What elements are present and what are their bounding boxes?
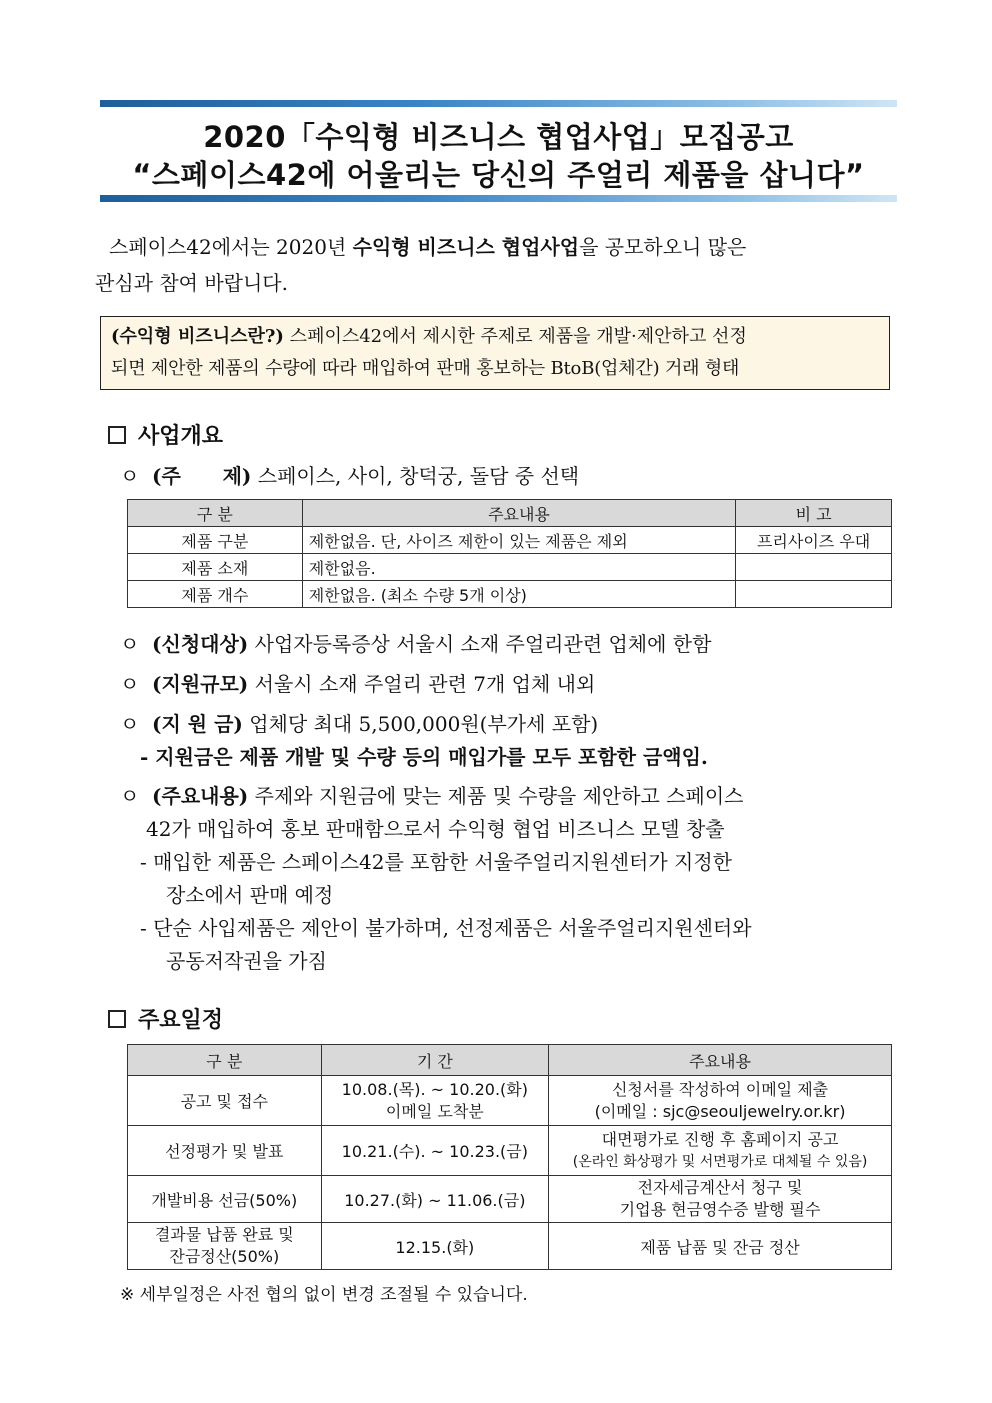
- table-cell: 12.15.(화): [321, 1223, 549, 1270]
- cell-line: 기업용 현금영수증 발행 필수: [619, 1200, 821, 1219]
- table-cell: [128, 1223, 322, 1270]
- cell-line: 이메일 도착분: [385, 1101, 484, 1121]
- item-label: (신청대상): [152, 632, 249, 656]
- section-heading-schedule: [108, 1003, 223, 1034]
- definition-label: (수익형 비즈니스란?): [111, 326, 284, 347]
- schedule-footnote: ※ 세부일정은 사전 협의 없이 변경 조절될 수 있습니다.: [120, 1285, 528, 1305]
- bullet-icon: ㅇ: [120, 464, 140, 488]
- checkbox-square-icon: [108, 426, 126, 444]
- scale-line: [120, 668, 595, 697]
- applicant-line: [120, 628, 711, 657]
- table-row: [128, 1126, 892, 1176]
- table-cell: [321, 1076, 549, 1126]
- schedule-table: [127, 1044, 892, 1270]
- item-text: 주제와 지원금에 맞는 제품 및 수량을 제안하고 스페이스: [248, 784, 744, 808]
- cell-line: (온라인 화상평가 및 서면평가로 대체될 수 있음): [572, 1153, 868, 1170]
- table-cell: 개발비용 선금(50%): [128, 1176, 322, 1223]
- item-text: 사업자등록증상 서울시 소재 주얼리관련 업체에 한함: [248, 632, 712, 656]
- cell-line: (이메일 : sjc@seouljewelry.or.kr): [594, 1101, 846, 1121]
- intro-bold-text: 수익형 비즈니스 협업사업: [352, 235, 580, 259]
- table-cell: 공고 및 접수: [128, 1076, 322, 1126]
- table-cell: 제품 개수: [128, 581, 303, 608]
- cell-line: 전자세금계산서 청구 및: [637, 1178, 803, 1197]
- intro-line2: 관심과 참여 바랍니다.: [95, 271, 288, 295]
- section-title: 사업개요: [138, 423, 224, 449]
- table-cell: 제품 구분: [128, 527, 303, 554]
- table-cell: 10.27.(화) ~ 11.06.(금): [321, 1176, 549, 1223]
- table-cell: [736, 554, 892, 581]
- content-line: [120, 780, 744, 809]
- page-title-line1: 2020「수익형 비즈니스 협업사업」모집공고: [203, 120, 794, 154]
- item-label: (지 원 금): [152, 712, 243, 736]
- content-line2: 42가 매입하여 홍보 판매함으로서 수익형 협업 비즈니스 모델 창출: [146, 817, 725, 841]
- table-header: 구 분: [128, 1045, 322, 1076]
- table-row: [128, 1223, 892, 1270]
- item-label: (주요내용): [152, 784, 249, 808]
- intro-text-cont: 을 공모하오니 많은: [579, 235, 747, 259]
- table-cell: 제품 납품 및 잔금 정산: [549, 1223, 892, 1270]
- table-header: 주요내용: [549, 1045, 892, 1076]
- table-header: 비 고: [736, 500, 892, 527]
- checkbox-square-icon: [108, 1010, 126, 1028]
- item-text: 업체당 최대 5,500,000원(부가세 포함): [242, 712, 599, 736]
- title-bottom-bar: [100, 195, 897, 202]
- table-cell: 선정평가 및 발표: [128, 1126, 322, 1176]
- topic-line: [120, 460, 579, 489]
- table-header: 구 분: [128, 500, 303, 527]
- fund-note: - 지원금은 제품 개발 및 수량 등의 매입가를 모두 포함한 금액임.: [140, 745, 708, 769]
- bullet-icon: ㅇ: [120, 632, 140, 656]
- item-label: (지원규모): [152, 672, 249, 696]
- intro-paragraph: [95, 229, 898, 301]
- bullet-icon: ㅇ: [120, 712, 140, 736]
- table-cell: 제한없음. 단, 사이즈 제한이 있는 제품은 제외: [302, 527, 735, 554]
- table-cell: 10.21.(수). ~ 10.23.(금): [321, 1126, 549, 1176]
- table-cell: [549, 1126, 892, 1176]
- content-sub1-line2: 장소에서 판매 예정: [166, 883, 334, 907]
- table-cell: [736, 581, 892, 608]
- content-sub2-line2: 공동저작권을 가짐: [166, 949, 327, 973]
- table-cell: [549, 1176, 892, 1223]
- section-title: 주요일정: [138, 1007, 224, 1033]
- bullet-icon: ㅇ: [120, 672, 140, 696]
- cell-line: 10.08.(목). ~ 10.20.(화): [341, 1079, 528, 1099]
- table-cell: [549, 1076, 892, 1126]
- table-row: [128, 554, 892, 581]
- item-text: 스페이스, 사이, 창덕궁, 돌담 중 선택: [251, 464, 580, 488]
- item-text: 서울시 소재 주얼리 관련 7개 업체 내외: [248, 672, 596, 696]
- product-table: [127, 499, 892, 608]
- cell-line: 신청서를 작성하여 이메일 제출: [611, 1079, 829, 1099]
- table-row: [128, 581, 892, 608]
- cell-line: 대면평가로 진행 후 홈페이지 공고: [601, 1129, 839, 1149]
- definition-box: [100, 316, 890, 390]
- table-cell: 제한없음. (최소 수량 5개 이상): [302, 581, 735, 608]
- cell-line: 잔금정산(50%): [169, 1247, 280, 1266]
- table-header: 주요내용: [302, 500, 735, 527]
- title-top-bar: [100, 100, 897, 107]
- table-row: [128, 1076, 892, 1126]
- section-heading-overview: [108, 419, 223, 450]
- cell-line: 결과물 납품 완료 및: [154, 1225, 294, 1244]
- content-sub1-line1: - 매입한 제품은 스페이스42를 포함한 서울주얼리지원센터가 지정한: [140, 850, 732, 874]
- table-cell: 제품 소재: [128, 554, 303, 581]
- table-row: [128, 527, 892, 554]
- item-label: (주 제): [152, 464, 252, 488]
- page-title-line2: “스페이스42에 어울리는 당신의 주얼리 제품을 삽니다”: [132, 158, 865, 192]
- bullet-icon: ㅇ: [120, 784, 140, 808]
- definition-text-line2: 되면 제안한 제품의 수량에 따라 매입하여 판매 홍보하는 BtoB(업체간) 거래 형태: [111, 358, 740, 379]
- table-cell: 제한없음.: [302, 554, 735, 581]
- intro-text: 스페이스42에서는 2020년: [109, 235, 353, 259]
- definition-text: 스페이스42에서 제시한 주제로 제품을 개발·제안하고 선정: [283, 326, 747, 347]
- table-cell: 프리사이즈 우대: [736, 527, 892, 554]
- content-sub2-line1: - 단순 사입제품은 제안이 불가하며, 선정제품은 서울주얼리지원센터와: [140, 916, 752, 940]
- table-header: 기 간: [321, 1045, 549, 1076]
- fund-line: [120, 708, 598, 737]
- table-row: [128, 1176, 892, 1223]
